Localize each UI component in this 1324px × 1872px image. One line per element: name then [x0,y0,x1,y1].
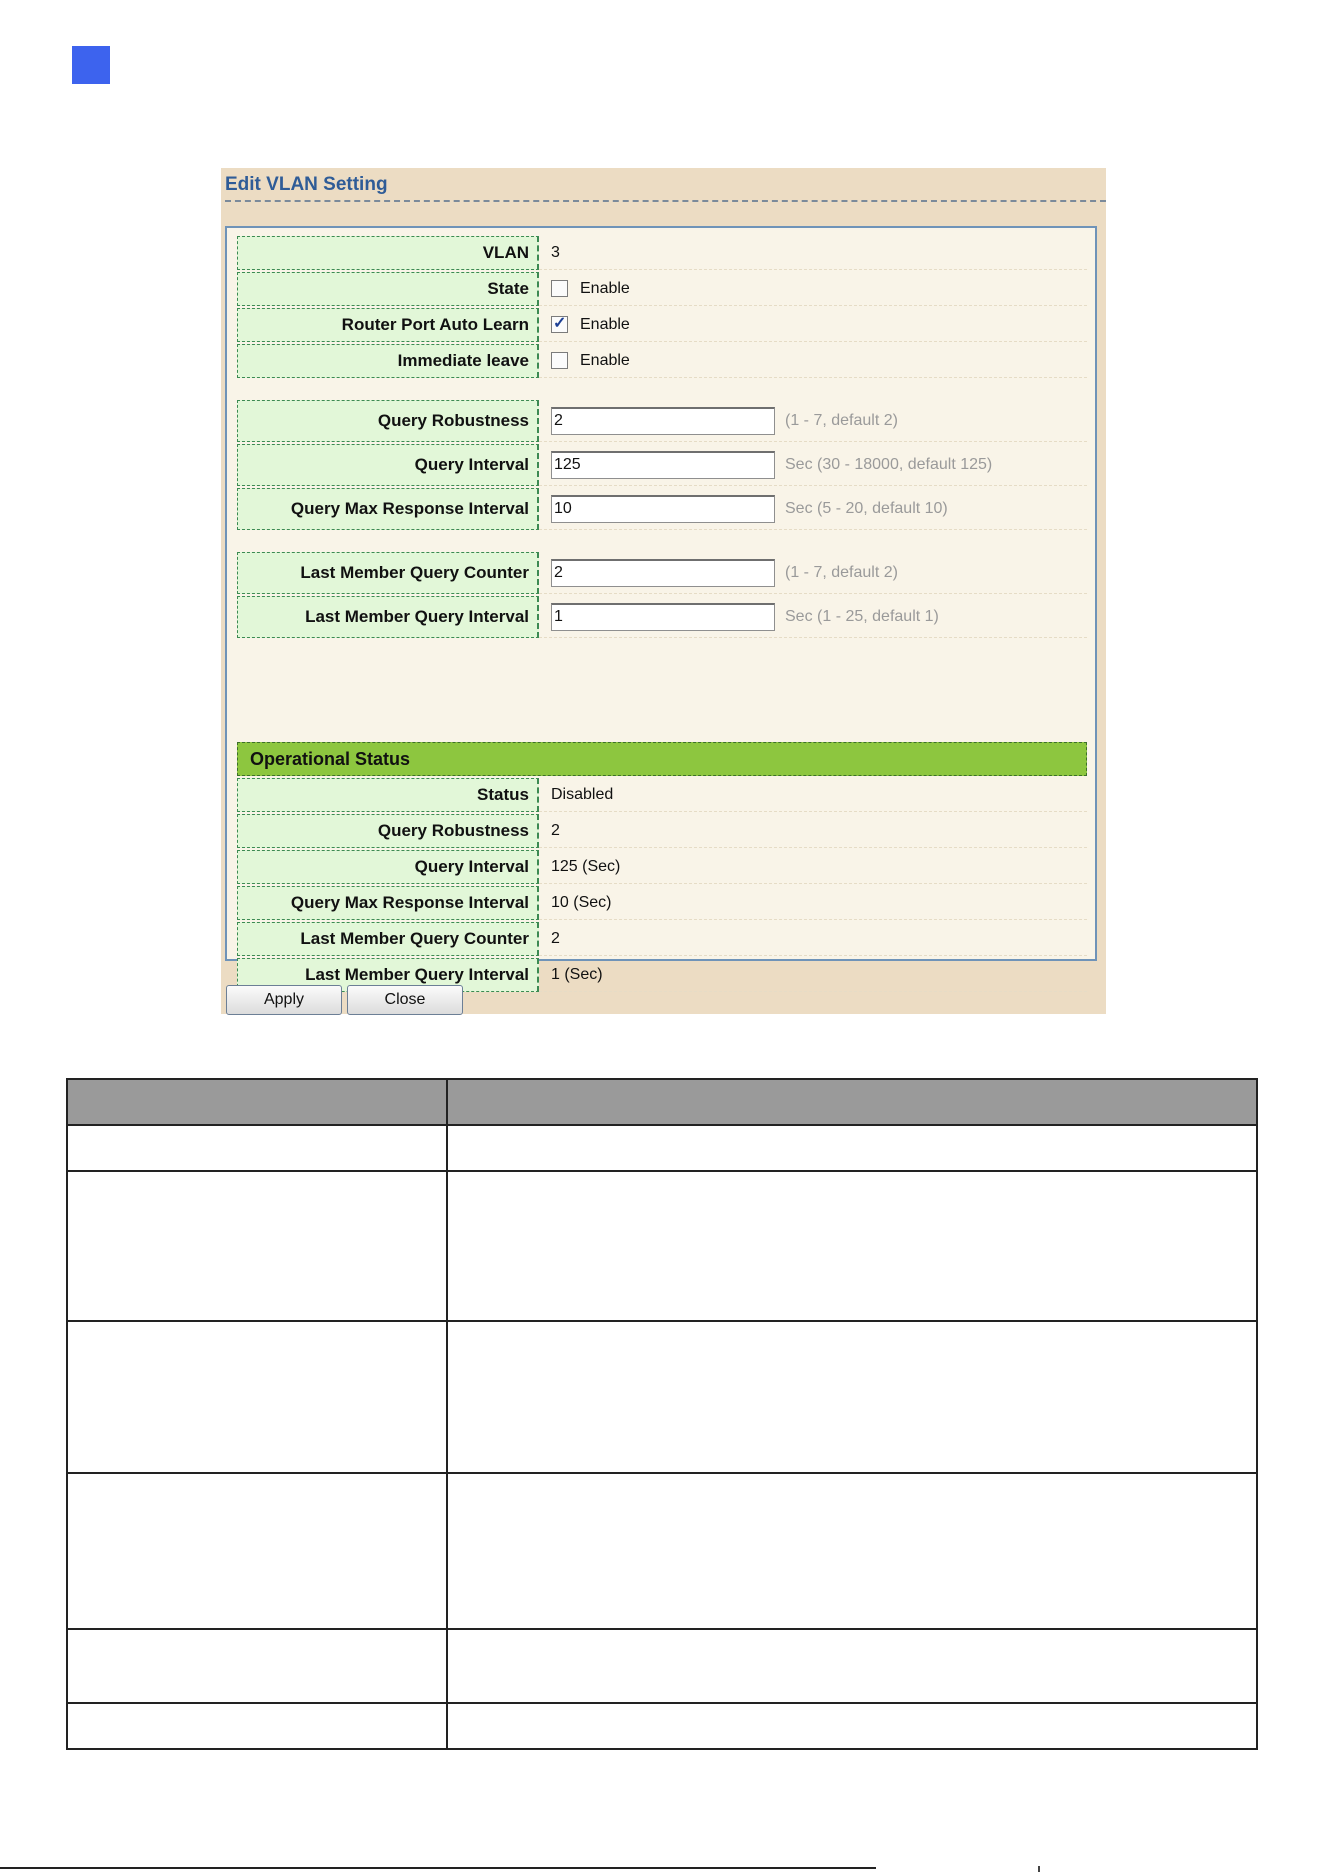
apply-button[interactable]: Apply [226,985,342,1015]
query-robustness-row [237,400,1087,442]
query-max-response-interval-label: Query Max Response Interval [237,488,539,530]
footer-mark [1038,1866,1040,1872]
table-cell [447,1473,1257,1629]
op-last-member-query-interval-label: Last Member Query Interval [237,958,539,992]
table-cell [447,1629,1257,1703]
op-query-interval-label: Query Interval [237,850,539,884]
table-row [67,1629,1257,1703]
table-cell [67,1629,447,1703]
op-query-max-response-interval-label: Query Max Response Interval [237,886,539,920]
state-enable-label: Enable [580,279,630,297]
table-row [67,1125,1257,1171]
query-max-response-interval-row [237,488,1087,530]
table-cell [447,1321,1257,1473]
table-row [67,1703,1257,1749]
router-port-auto-learn-enable-label: Enable [580,315,630,333]
op-query-robustness-label: Query Robustness [237,814,539,848]
last-member-query-interval-hint: Sec (1 - 25, default 1) [785,608,939,625]
section-marker-square [72,46,110,84]
last-member-query-counter-hint: (1 - 7, default 2) [785,564,898,581]
table-cell [447,1125,1257,1171]
settings-panel [225,226,1097,984]
state-label: State [237,272,539,306]
op-query-max-response-interval-row [237,886,1087,920]
query-interval-hint: Sec (30 - 18000, default 125) [785,456,993,473]
query-robustness-label: Query Robustness [237,400,539,442]
table-cell [447,1171,1257,1321]
op-status-value: Disabled [551,785,614,803]
op-query-interval-value: 125 (Sec) [551,857,621,875]
query-interval-row [237,444,1087,486]
last-member-query-counter-row [237,552,1087,594]
query-robustness-input[interactable] [551,407,775,435]
router-port-auto-learn-label: Router Port Auto Learn [237,308,539,342]
checkmark-icon: ✓ [553,315,567,332]
parameter-description-table [66,1078,1258,1750]
last-member-query-interval-input[interactable] [551,603,775,631]
footer-rule [0,1867,876,1869]
vlan-value: 3 [551,243,560,261]
last-member-query-interval-label: Last Member Query Interval [237,596,539,638]
router-port-auto-learn-checkbox[interactable] [551,316,568,333]
close-button[interactable]: Close [347,985,463,1015]
table-cell [67,1321,447,1473]
op-last-member-query-interval-value: 1 (Sec) [551,965,603,983]
immediate-leave-label: Immediate leave [237,344,539,378]
vlan-label: VLAN [237,236,539,270]
op-last-member-query-counter-value: 2 [551,929,560,947]
op-last-member-query-counter-label: Last Member Query Counter [237,922,539,956]
vlan-row [237,236,1087,270]
dialog-title: Edit VLAN Setting [225,174,388,195]
state-row [237,272,1087,306]
table-cell [447,1703,1257,1749]
immediate-leave-row [237,344,1087,378]
op-query-interval-row [237,850,1087,884]
immediate-leave-enable-label: Enable [580,351,630,369]
op-last-member-query-counter-row [237,922,1087,956]
query-max-response-interval-input[interactable] [551,495,775,523]
table-header-cell [447,1079,1257,1125]
query-robustness-hint: (1 - 7, default 2) [785,412,898,429]
table-cell [67,1473,447,1629]
immediate-leave-checkbox[interactable] [551,352,568,369]
last-member-query-counter-input[interactable] [551,559,775,587]
query-interval-label: Query Interval [237,444,539,486]
op-status-label: Status [237,778,539,812]
op-status-row [237,778,1087,812]
router-port-auto-learn-row [237,308,1087,342]
table-header-cell [67,1079,447,1125]
table-row [67,1473,1257,1629]
op-query-robustness-value: 2 [551,821,560,839]
op-query-max-response-interval-value: 10 (Sec) [551,893,612,911]
query-interval-input[interactable] [551,451,775,479]
state-enable-checkbox[interactable] [551,280,568,297]
dialog-title-bar [221,168,1106,224]
last-member-query-counter-label: Last Member Query Counter [237,552,539,594]
table-cell [67,1703,447,1749]
last-member-query-interval-row [237,596,1087,638]
table-row [67,1171,1257,1321]
title-divider [225,200,1106,202]
query-max-response-interval-hint: Sec (5 - 20, default 10) [785,500,948,517]
edit-vlan-setting-dialog [221,168,1106,1014]
table-cell [67,1171,447,1321]
table-header-row [67,1079,1257,1125]
table-row [67,1321,1257,1473]
table-cell [67,1125,447,1171]
operational-status-header: Operational Status [237,742,1087,776]
op-query-robustness-row [237,814,1087,848]
